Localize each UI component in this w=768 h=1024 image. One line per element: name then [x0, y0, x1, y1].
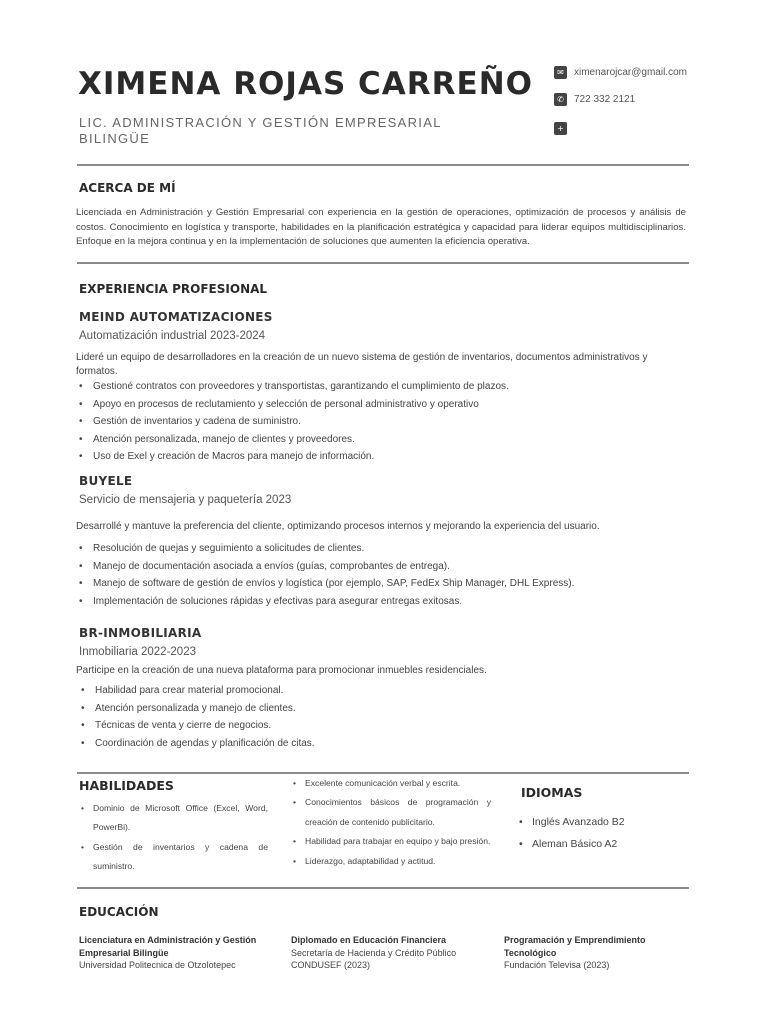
list-item: • Aleman Básico A2 — [518, 833, 625, 855]
title-line-1: LIC. ADMINISTRACIÓN Y GESTIÓN EMPRESARIAL — [79, 115, 442, 130]
divider — [77, 262, 689, 264]
email-text: ximenarojcar@gmail.com — [574, 67, 687, 78]
list-item: • Gestión de inventarios y cadena de suministro. — [79, 838, 268, 877]
contact-extra[interactable] — [554, 122, 574, 135]
job-company: BR-INMOBILIARIA — [79, 626, 202, 640]
job-company: MEIND AUTOMATIZACIONES — [79, 310, 273, 324]
list-item: • Coordinación de agendas y planificación de citas. — [79, 735, 689, 753]
contact-email[interactable] — [554, 66, 687, 79]
list-item: • Habilidad para trabajar en equipo y bajo presión. — [291, 832, 491, 851]
list-item: • Conocimientos básicos de programación y creación de contenido publicitario. — [291, 793, 491, 832]
skills-list-1 — [79, 799, 268, 877]
education-item — [504, 934, 674, 972]
job-bullets — [77, 378, 687, 466]
contact-phone[interactable] — [554, 93, 635, 106]
list-item: • Implementación de soluciones rápidas y efectivas para asegurar entregas exitosas. — [77, 593, 687, 611]
education-detail: Secretaría de Hacienda y Crédito Público CONDUSEF (2023) — [291, 947, 457, 970]
list-item: • Manejo de documentación asociada a envíos (guías, comprobantes de entrega). — [77, 558, 687, 576]
divider — [77, 887, 689, 889]
job-description: Lideré un equipo de desarrolladores en la creación de un nuevo sistema de gestión de inventarios, documentos administrativos y formatos. — [76, 352, 648, 377]
education-item — [79, 934, 269, 972]
list-item: • Gestioné contratos con proveedores y transportistas, garantizando el cumplimiento de plazos. — [77, 378, 687, 396]
education-detail: Universidad Politecnica de Otzolotepec — [79, 960, 236, 970]
education-title: Licenciatura en Administración y Gestión Empresarial Bilingüe — [79, 935, 257, 958]
list-item: • Liderazgo, adaptabilidad y actitud. — [291, 852, 491, 871]
skills-heading: HABILIDADES — [79, 778, 174, 793]
job-role: Servicio de mensajeria y paquetería 2023 — [79, 494, 292, 506]
candidate-name: XIMENA ROJAS CARREÑO — [78, 66, 534, 102]
skills-list-2 — [291, 774, 491, 871]
languages-list — [518, 811, 625, 855]
education-heading: EDUCACIÓN — [79, 905, 159, 919]
job-role: Automatización industrial 2023-2024 — [79, 330, 266, 342]
list-item: • Uso de Exel y creación de Macros para manejo de información. — [77, 448, 687, 466]
education-title: Diplomado en Educación Financiera — [291, 935, 447, 945]
list-item: • Apoyo en procesos de reclutamiento y selección de personal administrativo y operativo — [77, 396, 687, 414]
languages-heading: IDIOMAS — [521, 785, 583, 800]
phone-icon: ✆ — [554, 93, 567, 106]
list-item: • Resolución de quejas y seguimiento a solicitudes de clientes. — [77, 540, 687, 558]
education-title: Programación y Emprendimiento Tecnológico — [504, 935, 646, 958]
plus-icon: + — [554, 122, 567, 135]
about-heading: ACERCA DE MÍ — [79, 181, 176, 195]
job-role: Inmobiliaria 2022-2023 — [79, 646, 196, 658]
about-text: Licenciada en Administración y Gestión Empresarial con experiencia en la gestión de operaciones, optimización de procesos y análisis de costos. Conocimiento en logística y transporte, habilidades en la planificación estratégica y capacidad para liderar equipos multidisciplinarios. Enfoque en la mejora continua y en la implementación de soluciones que aumenten la eficiencia operativa. — [76, 207, 686, 247]
title-line-2: BILINGÜE — [79, 131, 151, 146]
professional-title — [79, 115, 459, 147]
education-detail: Fundación Televisa (2023) — [504, 960, 610, 970]
job-bullets — [77, 540, 687, 610]
list-item: • Manejo de software de gestión de envíos y logística (por ejemplo, SAP, FedEx Ship Manager, DHL Express). — [77, 575, 687, 593]
job-description: Desarrollé y mantuve la preferencia del cliente, optimizando procesos internos y mejorando la experiencia del usuario. — [76, 521, 600, 532]
list-item: • Dominio de Microsoft Office (Excel, Word, PowerBi). — [79, 799, 268, 838]
list-item: • Atención personalizada y manejo de clientes. — [79, 700, 689, 718]
divider — [77, 164, 689, 166]
job-bullets — [79, 682, 689, 752]
education-item — [291, 934, 476, 972]
job-description: Participe en la creación de una nueva plataforma para promocionar inmuebles residenciales. — [76, 665, 487, 676]
experience-heading: EXPERIENCIA PROFESIONAL — [79, 282, 268, 296]
list-item: • Excelente comunicación verbal y escrita. — [291, 774, 491, 793]
job-company: BUYELE — [79, 474, 133, 488]
list-item: • Atención personalizada, manejo de clientes y proveedores. — [77, 431, 687, 449]
email-icon: ✉ — [554, 66, 567, 79]
list-item: • Técnicas de venta y cierre de negocios. — [79, 717, 689, 735]
list-item: • Habilidad para crear material promocional. — [79, 682, 689, 700]
phone-text: 722 332 2121 — [574, 94, 636, 105]
list-item: • Gestión de inventarios y cadena de suministro. — [77, 413, 687, 431]
list-item: • Inglés Avanzado B2 — [518, 811, 625, 833]
